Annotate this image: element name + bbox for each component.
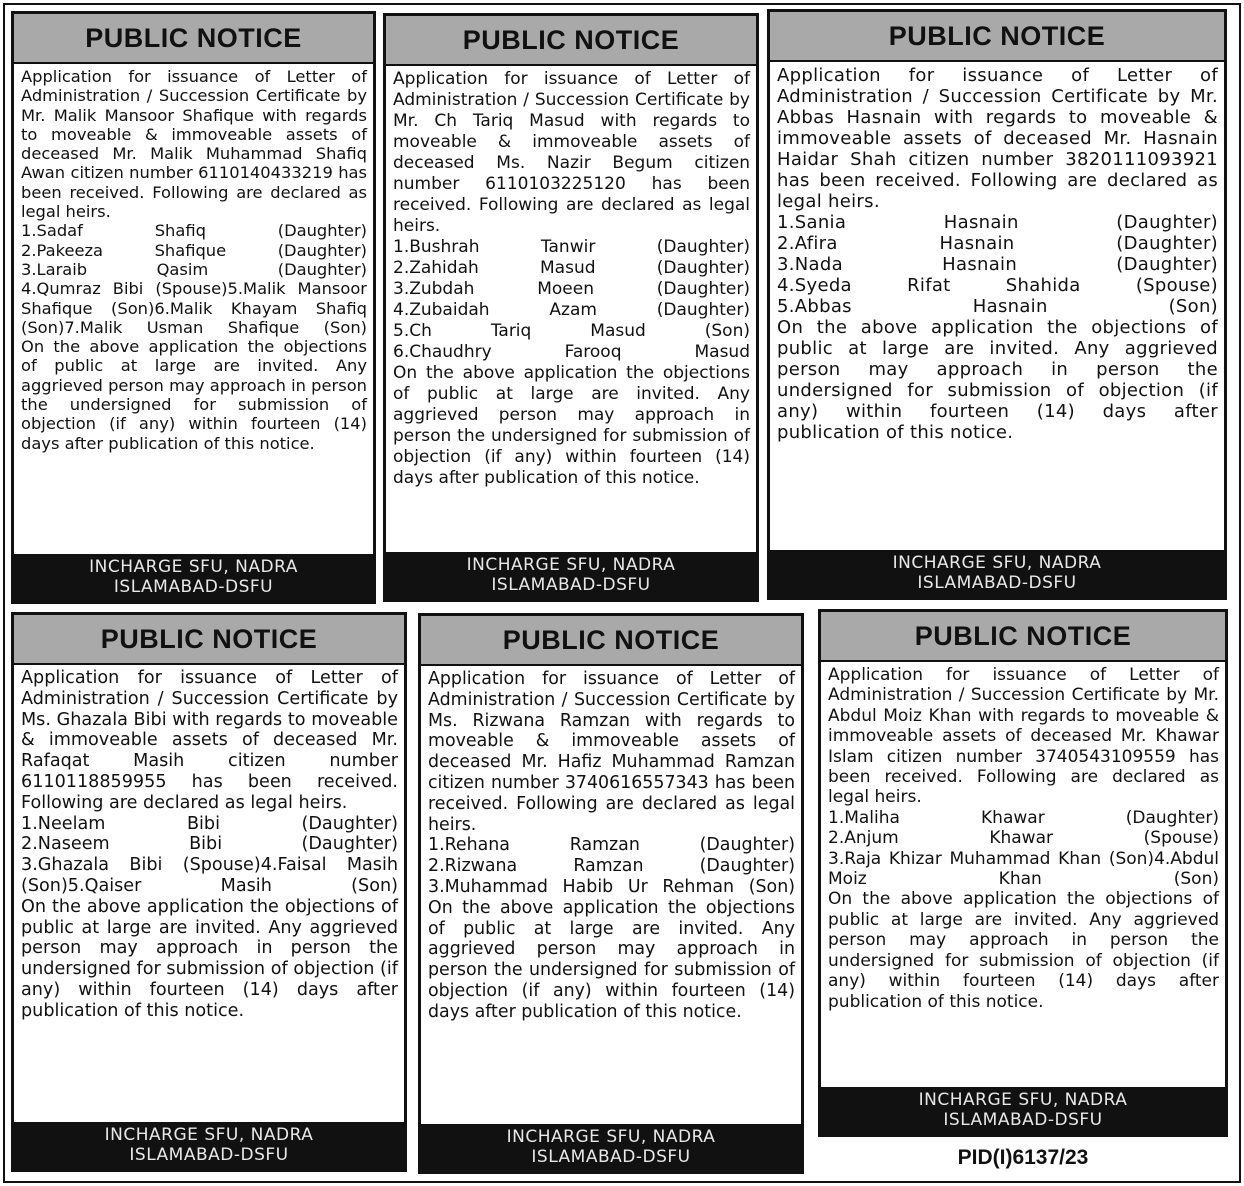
heir-item: 2.Zahidah Masud (Daughter) xyxy=(393,258,750,278)
notice-footer xyxy=(14,554,373,601)
heir-item: 2.Anjum Khawar (Spouse) xyxy=(828,828,1219,849)
heir-item: 1.Bushrah Tanwir (Daughter) xyxy=(393,237,750,257)
footer-office: INCHARGE SFU, NADRA xyxy=(918,1090,1128,1110)
legal-heirs-list xyxy=(21,814,398,897)
footer-location: ISLAMABAD-DSFU xyxy=(943,1110,1103,1130)
footer-office: INCHARGE SFU, NADRA xyxy=(506,1127,716,1147)
public-notice-5 xyxy=(418,613,804,1174)
legal-heirs-list xyxy=(21,221,367,337)
heir-item: 6.Chaudhry Farooq Masud xyxy=(393,342,750,362)
heir-item: 4.Zubaidah Azam (Daughter) xyxy=(393,300,750,320)
public-notice-2 xyxy=(383,13,759,602)
notice-intro: Application for issuance of Letter of Administration / Succession Certificate by Mr. Ch Tariq Masud with regards to moveable & immoveable assets of deceased Ms. Nazir Begum citizen number 6110103225120 has been received. Following are declared as legal heirs. xyxy=(393,69,750,236)
heir-item: 3.Muhammad Habib Ur Rehman (Son) xyxy=(428,876,795,897)
footer-office: INCHARGE SFU, NADRA xyxy=(104,1125,314,1145)
notice-heading: PUBLIC NOTICE xyxy=(386,16,756,66)
legal-heirs-list xyxy=(777,212,1218,317)
notice-footer xyxy=(770,550,1224,597)
heir-item: 1.Sania Hasnain (Daughter) xyxy=(777,212,1218,233)
heir-item: 2.Afira Hasnain (Daughter) xyxy=(777,233,1218,254)
heir-item: 3.Ghazala Bibi (Spouse)4.Faisal Masih (Son)5.Qaiser Masih (Son) xyxy=(21,855,398,896)
heir-item: 1.Maliha Khawar (Daughter) xyxy=(828,807,1219,828)
heir-item: 5.Ch Tariq Masud (Son) xyxy=(393,321,750,341)
public-notice-6 xyxy=(818,609,1228,1137)
notice-intro: Application for issuance of Letter of Administration / Succession Certificate by Mr. Abbas Hasnain with regards to moveable & immoveable assets of deceased Mr. Hasnain Haidar Shah citizen number 3820111093921 has been received. Following are declared as legal heirs. xyxy=(777,65,1218,212)
heir-item: 3.Nada Hasnain (Daughter) xyxy=(777,254,1218,275)
notice-footer xyxy=(821,1087,1225,1134)
footer-location: ISLAMABAD-DSFU xyxy=(129,1145,289,1165)
legal-heirs-list xyxy=(393,237,750,363)
public-notice-3 xyxy=(767,9,1227,600)
footer-office: INCHARGE SFU, NADRA xyxy=(466,555,676,575)
notice-body xyxy=(14,665,404,1122)
notice-body xyxy=(421,666,801,1124)
notice-closing: On the above application the objections of public at large are invited. Any aggrieved person may approach in person the undersigned for submission of objection (if any) within fourteen (14) days after publication of this notice. xyxy=(777,317,1218,443)
heir-item: 1.Sadaf Shafiq (Daughter) xyxy=(21,221,367,241)
public-notice-4 xyxy=(11,612,407,1172)
footer-office: INCHARGE SFU, NADRA xyxy=(89,557,298,577)
notice-intro: Application for issuance of Letter of Administration / Succession Certificate by Ms. Ghazala Bibi with regards to moveable & immoveable assets of deceased Mr. Rafaqat Masih citizen number 6110118859955 has been received. Following are declared as legal heirs. xyxy=(21,668,398,813)
notice-footer xyxy=(386,552,756,599)
notice-heading: PUBLIC NOTICE xyxy=(14,615,404,665)
heir-item: 3.Zubdah Moeen (Daughter) xyxy=(393,279,750,299)
notice-intro: Application for issuance of Letter of Administration / Succession Certificate by Ms. Rizwana Ramzan with regards to moveable & immoveable assets of deceased Mr. Hafiz Muhammad Ramzan citizen number 3740616557343 has been received. Following are declared as legal heirs. xyxy=(428,669,795,835)
notice-footer xyxy=(421,1124,801,1171)
footer-location: ISLAMABAD-DSFU xyxy=(917,573,1077,593)
notice-closing: On the above application the objections of public at large are invited. Any aggrieved person may approach in person the undersigned for submission of objection (if any) within fourteen (14) days after publication of this notice. xyxy=(393,363,750,488)
heir-item: 2.Pakeeza Shafique (Daughter) xyxy=(21,240,367,260)
notice-body xyxy=(14,64,373,554)
heir-item: 4.Syeda Rifat Shahida (Spouse) xyxy=(777,275,1218,296)
heir-item: 3.Laraib Qasim (Daughter) xyxy=(21,259,367,279)
notice-body xyxy=(386,66,756,552)
footer-location: ISLAMABAD-DSFU xyxy=(113,577,274,597)
heir-item: 4.Qumraz Bibi (Spouse)5.Malik Mansoor Shafique (Son)6.Malik Khayam Shafiq (Son)7.Malik Usman Shafique (Son) xyxy=(21,279,367,337)
notice-closing: On the above application the objections of public at large are invited. Any aggrieved person may approach in person the undersigned for submission of objection (if any) within fourteen (14) days after publication of this notice. xyxy=(828,889,1219,1012)
heir-item: 3.Raja Khizar Muhammad Khan (Son)4.Abdul Moiz Khan (Son) xyxy=(828,848,1219,890)
heir-item: 2.Rizwana Ramzan (Daughter) xyxy=(428,856,795,877)
pid-reference: PID(I)6137/23 xyxy=(957,1146,1089,1169)
heir-item: 1.Neelam Bibi (Daughter) xyxy=(21,813,398,834)
notice-intro: Application for issuance of Letter of Administration / Succession Certificate by Mr. Abdul Moiz Khan with regards to moveable & immoveable assets of deceased Mr. Khawar Islam citizen number 3740543109559 has been received. Following are declared as legal heirs. xyxy=(828,665,1219,808)
notice-closing: On the above application the objections of public at large are invited. Any aggrieved person may approach in person the undersigned for submission of objection (if any) within fourteen (14) days after publication of this notice. xyxy=(428,897,795,1022)
notice-body xyxy=(770,62,1224,550)
notice-closing: On the above application the objections of public at large are invited. Any aggrieved person may approach in person the undersigned for submission of objection (if any) within fourteen (14) days after publication of this notice. xyxy=(21,337,367,453)
notice-body xyxy=(821,662,1225,1087)
notice-closing: On the above application the objections of public at large are invited. Any aggrieved person may approach in person the undersigned for submission of objection (if any) within fourteen (14) days after publication of this notice. xyxy=(21,896,398,1021)
footer-location: ISLAMABAD-DSFU xyxy=(531,1147,691,1167)
notice-heading: PUBLIC NOTICE xyxy=(821,612,1225,662)
heir-item: 2.Naseem Bibi (Daughter) xyxy=(21,834,398,855)
legal-heirs-list xyxy=(428,835,795,897)
footer-office: INCHARGE SFU, NADRA xyxy=(892,553,1102,573)
heir-item: 1.Rehana Ramzan (Daughter) xyxy=(428,835,795,856)
notice-heading: PUBLIC NOTICE xyxy=(14,14,373,64)
footer-location: ISLAMABAD-DSFU xyxy=(491,575,651,595)
notice-intro: Application for issuance of Letter of Administration / Succession Certificate by Mr. Malik Mansoor Shafique with regards to moveable & immoveable assets of deceased Mr. Malik Muhammad Shafiq Awan citizen number 6110140433219 has been received. Following are declared as legal heirs. xyxy=(21,67,367,222)
notice-footer xyxy=(14,1122,404,1169)
legal-heirs-list xyxy=(828,808,1219,890)
public-notice-1 xyxy=(11,11,376,604)
notice-heading: PUBLIC NOTICE xyxy=(770,12,1224,62)
notice-heading: PUBLIC NOTICE xyxy=(421,616,801,666)
heir-item: 5.Abbas Hasnain (Son) xyxy=(777,296,1218,317)
